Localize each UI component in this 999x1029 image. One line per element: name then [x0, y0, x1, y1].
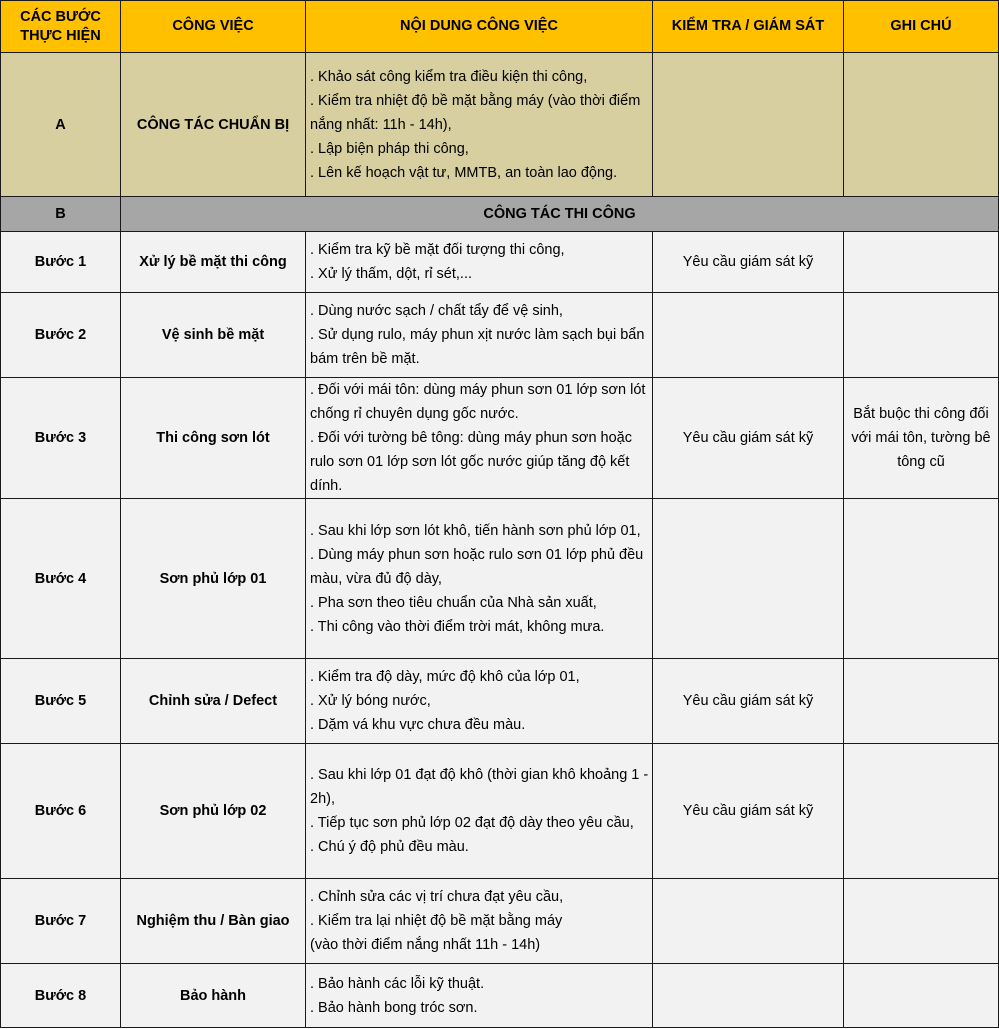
- content-line: . Dặm vá khu vực chưa đều màu.: [310, 717, 526, 733]
- content-line: . Kiểm tra nhiệt độ bề mặt bằng máy (vào thời điểm nắng nhất: 11h - 14h),: [310, 92, 641, 133]
- content-line: . Pha sơn theo tiêu chuẩn của Nhà sản xuất,: [310, 594, 597, 611]
- row-content: [306, 659, 653, 744]
- table-row: [1, 378, 999, 499]
- row-step: Bước 2: [1, 293, 121, 378]
- row-check: Yêu cầu giám sát kỹ: [653, 659, 844, 744]
- content-line: . Sau khi lớp sơn lót khô, tiến hành sơn phủ lớp 01,: [310, 522, 641, 539]
- header-row: [1, 1, 999, 53]
- content-line: . Dùng máy phun sơn hoặc rulo sơn 01 lớp phủ đều màu, vừa đủ độ dày,: [310, 546, 644, 587]
- content-line: (vào thời điểm nắng nhất 11h - 14h): [310, 937, 541, 953]
- content-line: . Khảo sát công kiểm tra điều kiện thi công,: [310, 68, 588, 85]
- header-steps: CÁC BƯỚC THỰC HIỆN: [1, 1, 121, 53]
- row-task: Nghiệm thu / Bàn giao: [121, 879, 306, 964]
- header-content: NỘI DUNG CÔNG VIỆC: [306, 1, 653, 53]
- row-note: [844, 879, 999, 964]
- section-step: B: [1, 197, 121, 232]
- row-step: Bước 4: [1, 499, 121, 659]
- table-row: [1, 879, 999, 964]
- content-line: . Thi công vào thời điểm trời mát, không mưa.: [310, 618, 605, 635]
- content-line: . Kiểm tra kỹ bề mặt đối tượng thi công,: [310, 242, 565, 258]
- section-title: CÔNG TÁC THI CÔNG: [121, 197, 999, 232]
- row-note: [844, 964, 999, 1028]
- content-line: . Lập biện pháp thi công,: [310, 140, 469, 157]
- row-note: Bắt buộc thi công đối với mái tôn, tường bê tông cũ: [844, 378, 999, 499]
- content-line: . Xử lý bóng nước,: [310, 693, 431, 709]
- row-task: Vệ sinh bề mặt: [121, 293, 306, 378]
- prep-row: [1, 53, 999, 197]
- row-check: Yêu cầu giám sát kỹ: [653, 378, 844, 499]
- header-note: GHI CHÚ: [844, 1, 999, 53]
- row-step: Bước 3: [1, 378, 121, 499]
- content-line: . Bảo hành các lỗi kỹ thuật.: [310, 975, 485, 992]
- content-line: . Sau khi lớp 01 đạt độ khô (thời gian khô khoảng 1 - 2h),: [310, 767, 649, 807]
- row-step: Bước 5: [1, 659, 121, 744]
- content-line: . Bảo hành bong tróc sơn.: [310, 999, 478, 1016]
- content-line: . Tiếp tục sơn phủ lớp 02 đạt độ dày theo yêu cầu,: [310, 815, 634, 831]
- table-row: [1, 293, 999, 378]
- row-step: Bước 8: [1, 964, 121, 1028]
- content-line: . Chỉnh sửa các vị trí chưa đạt yêu cầu,: [310, 889, 564, 905]
- content-line: . Kiểm tra lại nhiệt độ bề mặt bằng máy: [310, 913, 563, 929]
- content-line: . Dùng nước sạch / chất tẩy để vệ sinh,: [310, 303, 563, 319]
- row-check: [653, 499, 844, 659]
- row-content: [306, 293, 653, 378]
- row-check: [653, 879, 844, 964]
- row-content: [306, 499, 653, 659]
- row-step: Bước 1: [1, 232, 121, 293]
- table-row: [1, 232, 999, 293]
- row-task: Xử lý bề mặt thi công: [121, 232, 306, 293]
- content-line: . Lên kế hoạch vật tư, MMTB, an toàn lao động.: [310, 164, 618, 181]
- row-check: [653, 964, 844, 1028]
- row-check: Yêu cầu giám sát kỹ: [653, 232, 844, 293]
- prep-content: [306, 53, 653, 197]
- content-line: . Đối với mái tôn: dùng máy phun sơn 01 lớp sơn lót chống rỉ chuyên dụng gốc nước.: [310, 382, 646, 422]
- content-line: . Chú ý độ phủ đều màu.: [310, 839, 469, 855]
- row-content: [306, 879, 653, 964]
- row-task: Sơn phủ lớp 02: [121, 744, 306, 879]
- row-check: [653, 293, 844, 378]
- table-row: [1, 964, 999, 1028]
- row-check: Yêu cầu giám sát kỹ: [653, 744, 844, 879]
- row-note: [844, 659, 999, 744]
- prep-task: CÔNG TÁC CHUẨN BỊ: [121, 53, 306, 197]
- row-task: Bảo hành: [121, 964, 306, 1028]
- prep-note: [844, 53, 999, 197]
- content-line: . Sử dụng rulo, máy phun xịt nước làm sạch bụi bẩn bám trên bề mặt.: [310, 327, 645, 367]
- row-content: [306, 964, 653, 1028]
- content-line: . Xử lý thấm, dột, rỉ sét,...: [310, 266, 473, 282]
- row-note: [844, 293, 999, 378]
- row-note: [844, 499, 999, 659]
- header-task: CÔNG VIỆC: [121, 1, 306, 53]
- row-task: Thi công sơn lót: [121, 378, 306, 499]
- content-line: . Đối với tường bê tông: dùng máy phun sơn hoặc rulo sơn 01 lớp sơn lót gốc nước giúp tăng độ kết dính.: [310, 430, 632, 494]
- row-step: Bước 7: [1, 879, 121, 964]
- prep-step: A: [1, 53, 121, 197]
- row-content: [306, 378, 653, 499]
- row-task: Sơn phủ lớp 01: [121, 499, 306, 659]
- table-row: [1, 744, 999, 879]
- row-content: [306, 232, 653, 293]
- row-step: Bước 6: [1, 744, 121, 879]
- prep-check: [653, 53, 844, 197]
- header-check: KIỂM TRA / GIÁM SÁT: [653, 1, 844, 53]
- row-content: [306, 744, 653, 879]
- row-note: [844, 232, 999, 293]
- table-row: [1, 659, 999, 744]
- content-line: . Kiểm tra độ dày, mức độ khô của lớp 01,: [310, 669, 580, 685]
- section-row: [1, 197, 999, 232]
- row-task: Chỉnh sửa / Defect: [121, 659, 306, 744]
- table-row: [1, 499, 999, 659]
- row-note: [844, 744, 999, 879]
